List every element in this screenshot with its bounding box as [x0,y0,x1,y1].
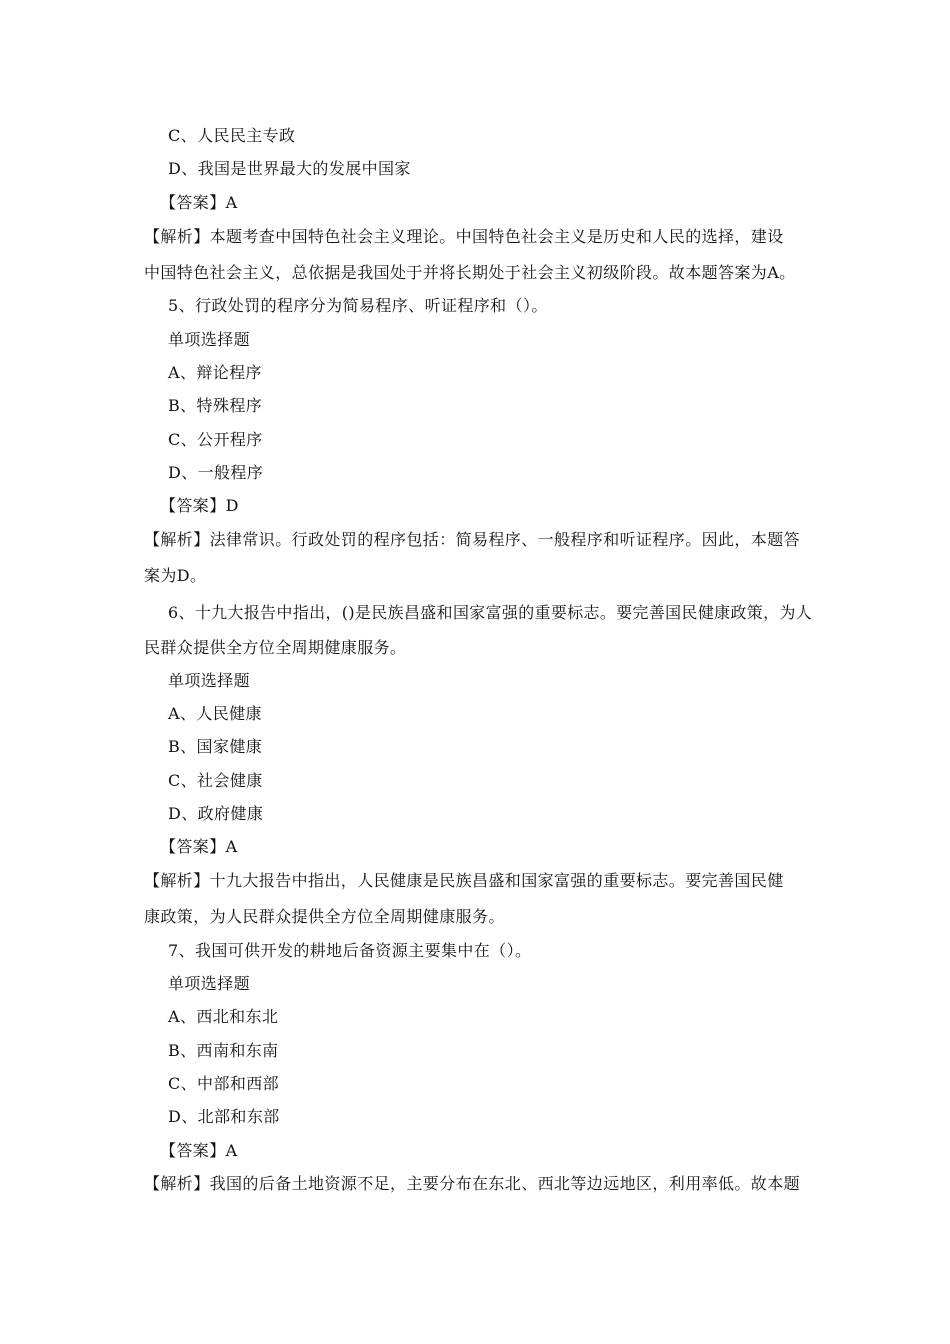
q7-option-d: D、北部和东部 [168,1107,280,1126]
q7-option-a: A、西北和东北 [168,1007,279,1026]
q6-answer: 【答案】A [160,837,238,856]
q6-question-line2: 民群众提供全方位全周期健康服务。 [144,638,407,657]
q5-answer: 【答案】D [160,496,239,515]
q4-analysis-line1: 【解析】本题考查中国特色社会主义理论。中国特色社会主义是历史和人民的选择，建设 [144,227,784,246]
q6-type: 单项选择题 [168,671,251,690]
q4-option-d: D、我国是世界最大的发展中国家 [168,159,411,178]
q5-option-b: B、特殊程序 [168,396,263,415]
q6-analysis-line2: 康政策，为人民群众提供全方位全周期健康服务。 [144,907,505,926]
q7-answer: 【答案】A [160,1141,238,1160]
q6-option-a: A、人民健康 [168,704,262,723]
q5-type: 单项选择题 [168,330,251,349]
q4-analysis-line2: 中国特色社会主义，总依据是我国处于并将长期处于社会主义初级阶段。故本题答案为A。 [144,263,796,282]
q5-option-c: C、公开程序 [168,430,263,449]
q5-option-d: D、一般程序 [168,463,264,482]
q5-analysis-line2: 案为D。 [144,566,207,585]
q7-option-b: B、西南和东南 [168,1041,279,1060]
q7-analysis-line1: 【解析】我国的后备土地资源不足，主要分布在东北、西北等边远地区，利用率低。故本题 [144,1174,801,1193]
q5-analysis-line1: 【解析】法律常识。行政处罚的程序包括：简易程序、一般程序和听证程序。因此，本题答 [144,530,801,549]
q7-option-c: C、中部和西部 [168,1074,280,1093]
q4-option-c: C、人民民主专政 [168,126,296,145]
q7-question: 7、我国可供开发的耕地后备资源主要集中在（）。 [168,941,532,960]
q6-analysis-line1: 【解析】十九大报告中指出，人民健康是民族昌盛和国家富强的重要标志。要完善国民健 [144,871,784,890]
q6-option-b: B、国家健康 [168,737,263,756]
q5-option-a: A、辩论程序 [168,363,262,382]
q4-answer: 【答案】A [160,193,238,212]
q5-question: 5、行政处罚的程序分为简易程序、听证程序和（）。 [168,296,548,315]
q6-question-line1: 6、十九大报告中指出，()是民族昌盛和国家富强的重要标志。要完善国民健康政策，为人 [168,603,813,622]
q6-option-d: D、政府健康 [168,804,264,823]
q6-option-c: C、社会健康 [168,771,263,790]
q7-type: 单项选择题 [168,974,251,993]
